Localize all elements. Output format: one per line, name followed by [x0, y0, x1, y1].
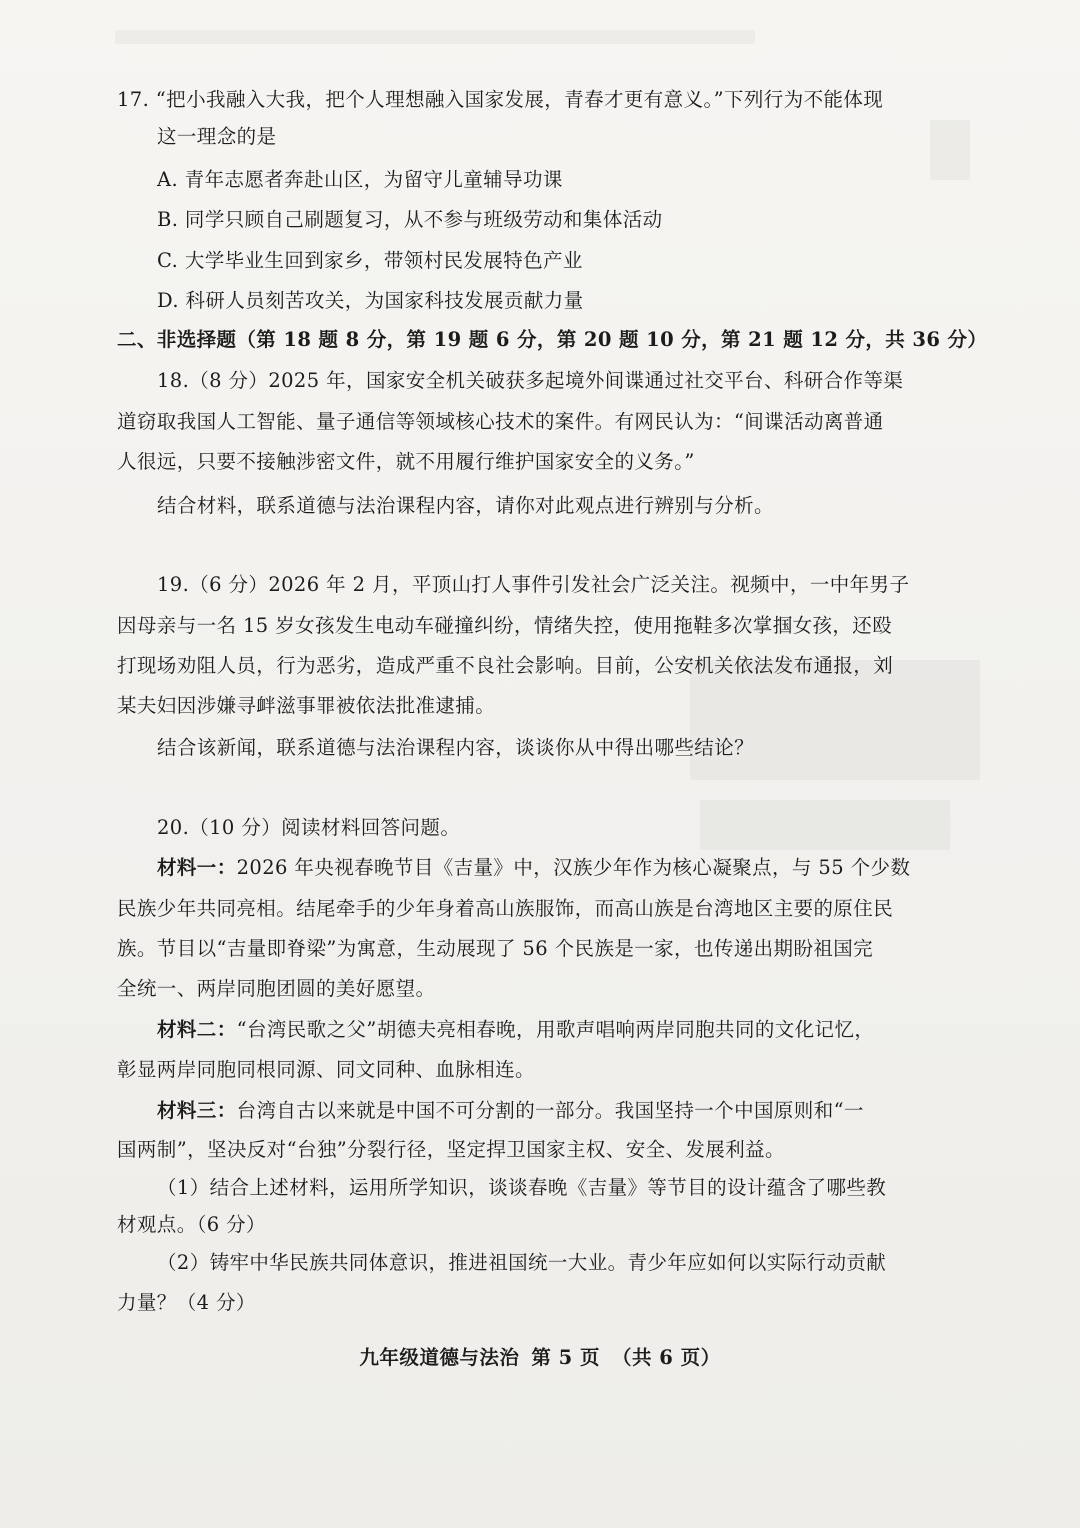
material-1-text: 2026 年央视春晚节目《吉量》中，汉族少年作为核心凝聚点，与 55 个少数: [236, 856, 911, 879]
q20-material-3-line-1: [157, 1098, 864, 1124]
q20-material-3-line-2: 国两制”，坚决反对“台独”分裂行径，坚定捍卫国家主权、安全、发展利益。: [117, 1138, 785, 1161]
q20-material-2-line-1: [157, 1017, 874, 1043]
scan-bleed-mark: [115, 30, 755, 44]
q18-line-2: 道窃取我国人工智能、量子通信等领域核心技术的案件。有网民认为：“间谍活动离普通: [117, 410, 884, 433]
q20-material-1-line-2: 民族少年共同亮相。结尾牵手的少年身着高山族服饰，而高山族是台湾地区主要的原住民: [117, 897, 894, 920]
material-3-label: 材料三：: [157, 1099, 237, 1122]
q20-material-1-line-4: 全统一、两岸同胞团圆的美好愿望。: [117, 977, 436, 1000]
q19-line-3: 打现场劝阻人员，行为恶劣，造成严重不良社会影响。目前，公安机关依法发布通报，刘: [117, 654, 894, 677]
material-3-text: 台湾自古以来就是中国不可分割的一部分。我国坚持一个中国原则和“一: [236, 1099, 864, 1122]
q19-line-1: 19.（6 分）2026 年 2 月，平顶山打人事件引发社会广泛关注。视频中，一中年男子: [157, 573, 910, 596]
q19-line-2: 因母亲与一名 15 岁女孩发生电动车碰撞纠纷，情绪失控，使用拖鞋多次掌掴女孩，还殴: [117, 614, 893, 637]
q17-stem-line-2: 这一理念的是: [157, 125, 277, 148]
q18-line-1: 18.（8 分）2025 年，国家安全机关破获多起境外间谍通过社交平台、科研合作等渠: [157, 369, 904, 392]
q20-material-1-line-3: 族。节目以“吉量即脊梁”为寓意，生动展现了 56 个民族是一家，也传递出期盼祖国完: [117, 937, 874, 960]
footer-page-number: 第 5 页: [531, 1346, 600, 1369]
footer-total-pages: （共 6 页）: [612, 1346, 721, 1369]
page-footer: [0, 1342, 1080, 1370]
q17-option-c: C. 大学毕业生回到家乡，带领村民发展特色产业: [157, 249, 583, 272]
q20-sub-question-1-line-2: 材观点。（6 分）: [117, 1213, 266, 1236]
q17-stem-line-1: 17. “把小我融入大我，把个人理想融入国家发展，青春才更有意义。”下列行为不能体现: [117, 88, 884, 111]
q19-line-4: 某夫妇因涉嫌寻衅滋事罪被依法批准逮捕。: [117, 694, 496, 717]
q18-line-3: 人很远，只要不接触涉密文件，就不用履行维护国家安全的义务。”: [117, 450, 695, 473]
footer-subject: 九年级道德与法治: [359, 1346, 520, 1369]
q20-material-1-line-1: [157, 855, 910, 881]
section-2-heading: 二、非选择题（第 18 题 8 分，第 19 题 6 分，第 20 题 10 分，第 21 题 12 分，共 36 分）: [117, 328, 988, 351]
scan-bleed-mark: [930, 120, 970, 180]
material-2-label: 材料二：: [157, 1018, 237, 1041]
q20-sub-question-1-line-1: （1）结合上述材料，运用所学知识，谈谈春晚《吉量》等节目的设计蕴含了哪些教: [157, 1176, 887, 1199]
material-2-text: “台湾民歌之父”胡德夫亮相春晚，用歌声唱响两岸同胞共同的文化记忆，: [236, 1018, 875, 1041]
q17-option-a: A. 青年志愿者奔赴山区，为留守儿童辅导功课: [157, 168, 563, 191]
q18-prompt: 结合材料，联系道德与法治课程内容，请你对此观点进行辨别与分析。: [157, 494, 774, 517]
q20-sub-question-2-line-2: 力量？（4 分）: [117, 1291, 256, 1314]
q20-intro: 20.（10 分）阅读材料回答问题。: [157, 816, 461, 839]
scan-bleed-mark: [700, 800, 950, 850]
q20-sub-question-2-line-1: （2）铸牢中华民族共同体意识，推进祖国统一大业。青少年应如何以实际行动贡献: [157, 1251, 887, 1274]
q19-prompt: 结合该新闻，联系道德与法治课程内容，谈谈你从中得出哪些结论？: [157, 736, 755, 759]
material-1-label: 材料一：: [157, 856, 237, 879]
q20-material-2-line-2: 彰显两岸同胞同根同源、同文同种、血脉相连。: [117, 1058, 535, 1081]
q17-option-d: D. 科研人员刻苦攻关，为国家科技发展贡献力量: [157, 289, 584, 312]
q17-option-b: B. 同学只顾自己刷题复习，从不参与班级劳动和集体活动: [157, 208, 663, 231]
